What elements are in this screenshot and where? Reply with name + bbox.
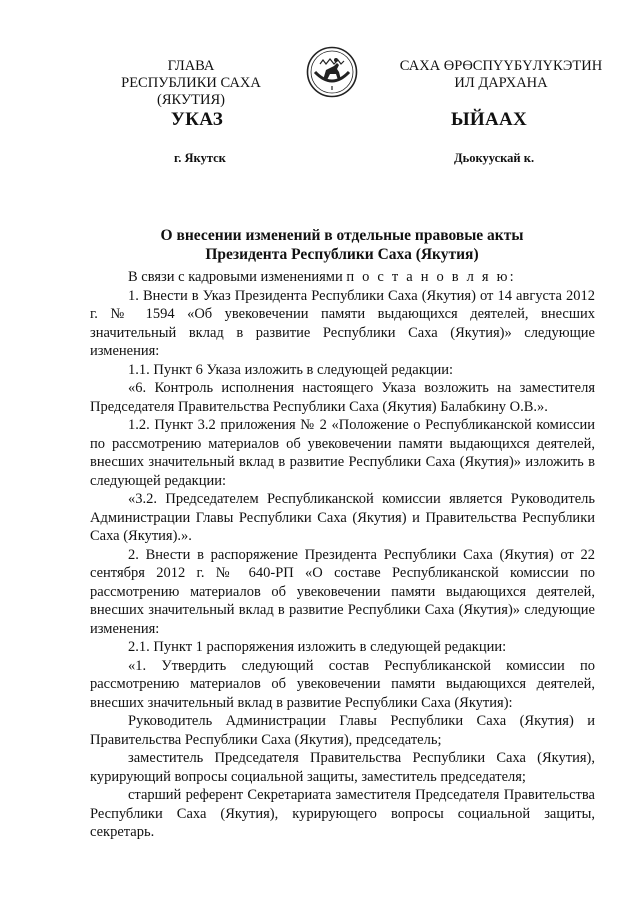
document-title-line2: Президента Республики Саха (Якутия)	[205, 246, 479, 263]
coat-of-arms-icon	[306, 46, 358, 98]
decree-word: п о с т а н о в л я ю:	[346, 269, 516, 285]
document-title-line1: О внесении изменений в отдельные правовые акты	[160, 227, 524, 244]
paragraph-quote-3-2: «3.2. Председателем Республиканской комиссии является Руководитель Администрации Главы Республики Саха (Якутия) и Правительства Республики Саха (Якутия).».	[90, 491, 595, 544]
header-left	[88, 58, 294, 109]
paragraph-quote-1: «1. Утвердить следующий состав Республиканской комиссии по рассмотрению материалов об увековечении памяти выдающихся деятелей, внесших значительный вклад в развитие Республики Саха (Якутия):	[90, 657, 595, 711]
city-yakutsk: г. Якутск	[174, 151, 226, 165]
intro-text: В связи с кадровыми изменениями	[128, 269, 343, 285]
title-ukaz: УКАЗ	[170, 109, 224, 130]
header-left-line1: ГЛАВА	[167, 58, 215, 74]
title-yiyaakh: ЫЙААХ	[450, 109, 528, 130]
paragraph-1: 1. Внести в Указ Президента Республики Саха (Якутия) от 14 августа 2012 г. № 1594 «Об увековечении памяти выдающихся деятелей, внесших значительный вклад в развитие Республики Саха (Якутия)» следующие изменения:	[90, 287, 595, 359]
paragraph-quote-6: «6. Контроль исполнения настоящего Указа возложить на заместителя Председателя Правительства Республики Саха (Якутия) Балабкину О.В.».	[90, 380, 595, 415]
document-title	[90, 226, 594, 264]
paragraph-2: 2. Внести в распоряжение Президента Республики Саха (Якутия) от 22 сентября 2012 г. № 640-РП «О составе Республиканской комиссии по рассмотрению материалов об увековечении памяти выдающихся деятелей, внесших значительный вклад в развитие Республики Саха (Якутия)» следующие изменения:	[90, 546, 595, 637]
city-dyokuuskai: Дьокуускай к.	[454, 151, 535, 165]
header-right-line1: САХА ӨРӨСПҮҮБҮЛҮКЭТИН	[399, 58, 603, 74]
header-right-line2: ИЛ ДАРХАНА	[454, 75, 548, 91]
header-left-line2: РЕСПУБЛИКИ САХА (ЯКУТИЯ)	[121, 75, 261, 108]
member-secretary: старший референт Секретариата заместителя Председателя Правительства Республики Саха (Якутия), курирующего вопросы социальной защиты, секретарь.	[90, 787, 595, 840]
member-deputy-chairman: заместитель Председателя Правительства Республики Саха (Якутия), курирующий вопросы социальной защиты, заместитель председателя;	[90, 750, 595, 785]
intro-paragraph	[90, 268, 595, 287]
member-chairman: Руководитель Администрации Главы Республики Саха (Якутия) и Правительства Республики Саха (Якутия), председатель;	[90, 713, 595, 748]
header-right	[390, 58, 612, 92]
paragraph-1-1: 1.1. Пункт 6 Указа изложить в следующей редакции:	[128, 361, 454, 378]
paragraph-2-1: 2.1. Пункт 1 распоряжения изложить в следующей редакции:	[128, 639, 507, 655]
paragraph-1-2: 1.2. Пункт 3.2 приложения № 2 «Положение о Республиканской комиссии по рассмотрению материалов об увековечении памяти выдающихся деятелей, внесших значительный вклад в развитие Республики Саха (Якутия)» изложить в следующей редакции:	[90, 417, 595, 489]
document-body	[90, 268, 595, 842]
